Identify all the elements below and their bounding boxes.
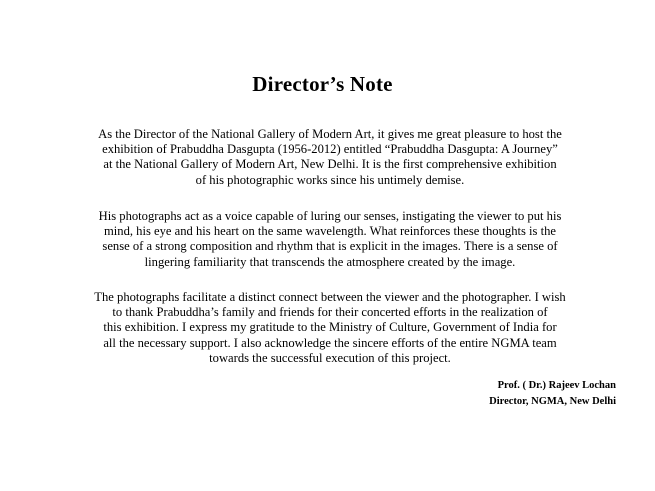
signature-name: Prof. ( Dr.) Rajeev Lochan: [497, 380, 616, 391]
signature-role: Director, NGMA, New Delhi: [489, 396, 616, 407]
paragraph-line: As the Director of the National Gallery of Modern Art, it gives me great pleasure to host the: [98, 127, 562, 141]
paragraph-3: [44, 290, 616, 366]
paragraph-line: this exhibition. I express my gratitude to the Ministry of Culture, Government of India for: [103, 320, 557, 335]
paragraph-line: at the National Gallery of Modern Art, New Delhi. It is the first comprehensive exhibition: [103, 157, 557, 172]
paragraph-line: The photographs facilitate a distinct connect between the viewer and the photographer. I wish: [94, 290, 566, 304]
paragraph-2: [44, 209, 616, 270]
paragraph-line: His photographs act as a voice capable of luring our senses, instigating the viewer to put his: [98, 209, 562, 223]
paragraph-line: to thank Prabuddha’s family and friends for their concerted efforts in the realization of: [112, 305, 548, 320]
paragraph-line: mind, his eye and his heart on the same wavelength. What reinforces these thoughts is the: [104, 224, 556, 239]
paragraph-line: sense of a strong composition and rhythm that is explicit in the images. There is a sense of: [102, 239, 558, 254]
paragraph-line: lingering familiarity that transcends the atmosphere created by the image.: [144, 254, 516, 269]
page-title: Director’s Note: [252, 72, 393, 96]
paragraph-line: exhibition of Prabuddha Dasgupta (1956-2012) entitled “Prabuddha Dasgupta: A Journey”: [102, 142, 558, 157]
paragraph-line: all the necessary support. I also acknowledge the sincere efforts of the entire NGMA team: [103, 335, 557, 350]
paragraph-line: towards the successful execution of this project.: [209, 350, 451, 365]
paragraph-1: [44, 127, 616, 188]
paragraph-line: of his photographic works since his untimely demise.: [195, 172, 465, 187]
